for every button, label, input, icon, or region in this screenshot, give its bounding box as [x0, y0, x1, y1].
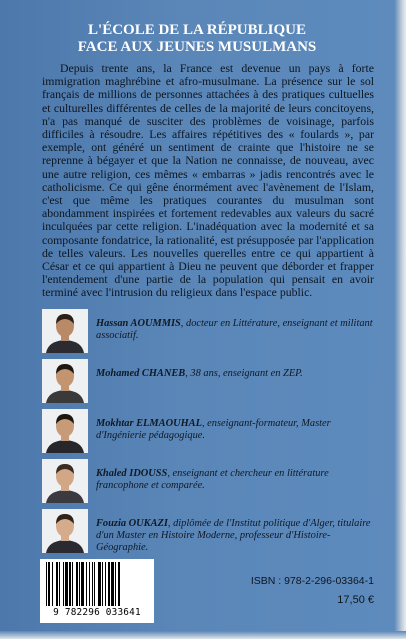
author-entry	[42, 359, 382, 409]
book-title-line-1: L'ÉCOLE DE LA RÉPUBLIQUE	[88, 22, 306, 38]
barcode-bar	[94, 562, 95, 606]
barcode-bar	[56, 562, 58, 606]
author-name: Mokhtar ELMAOUHAL	[96, 418, 202, 429]
barcode-bar	[92, 562, 93, 606]
author-list	[42, 309, 382, 559]
barcode-bar	[48, 562, 50, 606]
barcode-bar	[69, 562, 71, 606]
author-name: Hassan AOUMMIS	[96, 318, 181, 329]
author-bio	[96, 318, 382, 342]
barcode-digits: 9 782296 033641	[53, 607, 141, 618]
barcode-bar	[46, 562, 47, 606]
author-entry	[42, 409, 382, 459]
author-entry	[42, 309, 382, 359]
barcode-bar	[59, 562, 60, 606]
author-name: Khaled IDOUSS	[96, 468, 168, 479]
summary-text: Depuis trente ans, la France est devenue un pays à forte immigration maghrébine et afro-musulmane. La présence sur le sol français de millions de personnes attachées à des pratiques cultuelles et culturelles différentes de celles de la majorité de leurs concitoyens, n'a pas manqué de susciter des problèmes de voisinage, parfois difficiles à résoudre. Les affaires répétitives des « foulards », par exemple, ont généré un sentiment de crainte que l'histoire ne se reprenne à bégayer et que la Nation ne connaisse, de nouveau, avec une autre religion, ces mêmes « embarras » jadis rencontrés avec le catholicisme. Ce qui gêne énormément avec l'avènement de l'Islam, c'est que même les pratiques courantes du musulman sont abondamment inspirées et fortement redevables aux valeurs du sacré inculquées par cette religion. L'inadéquation avec la modernité et sa composante fondatrice, la rationalité, est présupposée par l'application de telles valeurs. Les nouvelles querelles entre ce qui appartient à César et ce qui appartient à Dieu ne peuvent que déborder et frapper l'entendement d'une partie de la population qui pensait en avoir terminé avec l'intrusion du religieux dans l'espace public.	[42, 61, 374, 300]
price: 17,50 €	[337, 594, 374, 606]
author-photo	[42, 409, 88, 453]
barcode-bar	[63, 562, 64, 606]
author-entry	[42, 459, 382, 509]
author-bio	[96, 518, 382, 554]
author-photo	[42, 509, 88, 553]
author-photo	[42, 309, 88, 353]
barcode	[40, 559, 154, 623]
barcode-bars	[46, 562, 148, 606]
author-name: Fouzia OUKAZI	[96, 518, 168, 529]
barcode-bar	[118, 562, 120, 606]
barcode-bar	[108, 562, 110, 606]
isbn-number: ISBN : 978-2-296-03364-1	[250, 575, 374, 587]
book-title-line-2: FACE AUX JEUNES MUSULMANS	[77, 39, 317, 55]
author-bio	[96, 368, 382, 380]
barcode-bar	[111, 562, 114, 606]
barcode-bar	[81, 562, 84, 606]
cover-edge-shadow	[394, 0, 406, 639]
book-title	[0, 22, 394, 56]
cover-bottom-edge	[0, 631, 406, 639]
barcode-bar	[72, 562, 73, 606]
author-description: , 38 ans, enseignant en ZEP.	[185, 368, 303, 379]
barcode-bar	[65, 562, 68, 606]
author-description: , enseignant-formateur, Master d'Ingénierie pédagogique.	[96, 418, 331, 441]
author-photo	[42, 459, 88, 503]
author-bio	[96, 468, 382, 492]
barcode-bar	[76, 562, 78, 606]
author-photo	[42, 359, 88, 403]
author-description: , enseignant et chercheur en littérature francophone et comparée.	[96, 468, 329, 491]
author-description: , docteur en Littérature, enseignant et militant associatif.	[96, 318, 373, 341]
barcode-bar	[102, 562, 103, 606]
author-name: Mohamed CHANEB	[96, 368, 186, 379]
barcode-bar	[79, 562, 80, 606]
author-description: , diplômée de l'Institut politique d'Alger, titulaire d'un Master en Histoire Moderne, professeur d'Histoire-Géographie.	[96, 518, 371, 553]
barcode-bar	[115, 562, 116, 606]
barcode-bar	[98, 562, 101, 606]
author-bio	[96, 418, 382, 442]
barcode-bar	[105, 562, 106, 606]
barcode-bar	[89, 562, 90, 606]
barcode-bar	[52, 562, 53, 606]
author-entry	[42, 509, 382, 559]
barcode-bar	[86, 562, 87, 606]
